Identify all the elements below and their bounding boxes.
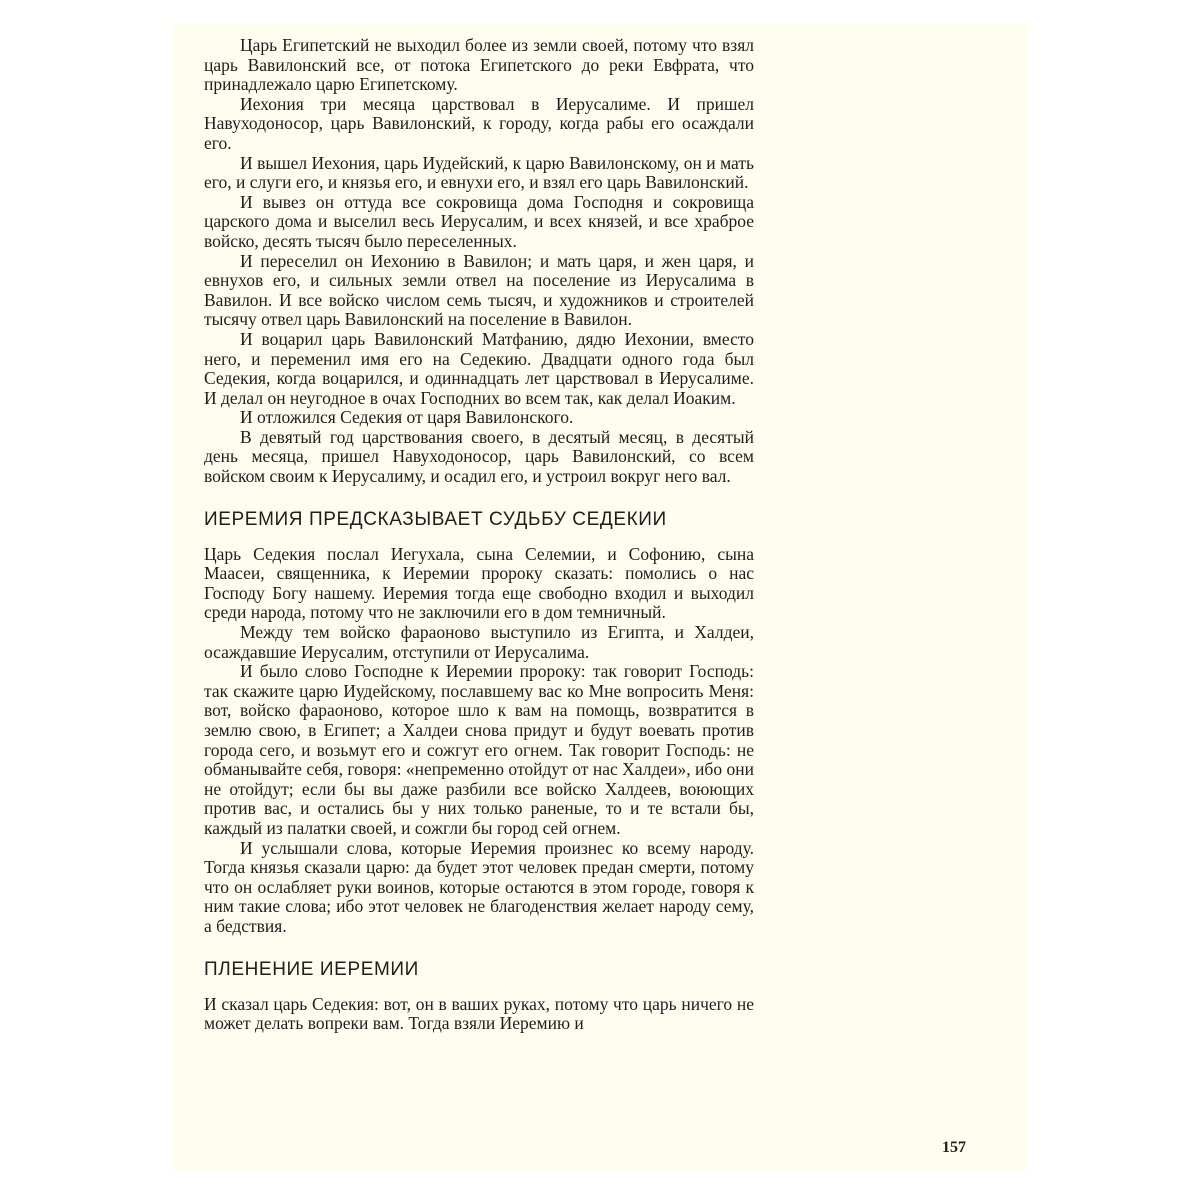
paragraph: В девятый год царствования своего, в десятый месяц, в десятый день месяца, пришел Навуходоносор, царь Вавилонский, со всем войском своим к Иерусалиму, и осадил его, и устроил вокруг него вал. (204, 426, 754, 487)
paragraph: И было слово Господне к Иеремии пророку: так говорит Господь: так скажите царю Иудейскому, пославшему вас ко Мне вопросить Меня: вот, войско фараоново, которое шло к вам на помощь, возвратится в землю свою, в Египет; а Халдеи снова придут и будут воевать против города сего, и возьмут его и сожгут его огнем. Так говорит Господь: не обманывайте себя, говоря: «непременно отойдут от нас Халдеи», ибо они не отойдут; если бы вы даже разбили все войско Халдеев, воюющих против вас, и остались бы у них только раненые, то и те встали бы, каждый из палатки своей, и сожгли бы город сей огнем. (204, 661, 754, 838)
paragraph: Царь Египетский не выходил более из земли своей, потому что взял царь Вавилонский все, от потока Египетского до реки Евфрата, что принадлежало царю Египетскому. (204, 35, 754, 95)
paragraph: Иехония три месяца царствовал в Иерусалиме. И пришел Навуходоносор, царь Вавилонский, к городу, когда рабы его осаждали его. (204, 93, 754, 153)
paragraph: И вышел Иехония, царь Иудейский, к царю Вавилонскому, он и мать его, и слуги его, и князья его, и евнухи его, и взял его царь Вавилонский. (204, 152, 754, 193)
section-heading: ИЕРЕМИЯ ПРЕДСКАЗЫВАЕТ СУДЬБУ СЕДЕКИИ (204, 508, 667, 530)
paragraph: И вывез он оттуда все сокровища дома Господня и сокровища царского дома и выселил весь Иерусалим, и всех князей, и все храброе войско, десять тысяч было переселенных. (204, 191, 754, 251)
paragraph: Между тем войско фараоново выступило из Египта, и Халдеи, осаждавшие Иерусалим, отступили от Иерусалима. (204, 622, 754, 662)
paragraph: И переселил он Иехонию в Вавилон; и мать царя, и жен царя, и евнухов его, и сильных земли отвел на поселение из Иерусалима в Вавилон. И все войско числом семь тысяч, и художников и строителей тысячу отвел царь Вавилонский на поселение в Вавилон. (204, 250, 754, 330)
paragraph: И услышали слова, которые Иеремия произнес ко всему народу. Тогда князья сказали царю: да будет этот человек предан смерти, потому что он ослабляет руки воинов, которые остаются в этом городе, говоря к ним такие слова; ибо этот человек не благоденствия желает народу сему, а бедствия. (204, 837, 754, 936)
page-number: 157 (942, 1139, 966, 1156)
paragraph: И отложился Седекия от царя Вавилонского. (240, 407, 574, 428)
book-page (172, 24, 1028, 1170)
section-heading: ПЛЕНЕНИЕ ИЕРЕМИИ (204, 958, 419, 980)
paragraph: И сказал царь Седекия: вот, он в ваших руках, потому что царь ничего не может делать вопреки вам. Тогда взяли Иеремию и (204, 993, 754, 1034)
paragraph: И воцарил царь Вавилонский Матфанию, дядю Иехонии, вместо него, и переменил имя его на Седекию. Двадцати одного года был Седекия, когда воцарился, и одиннадцать лет царствовал в Иерусалиме. И делал он неугодное в очах Господних во всем так, как делал Иоаким. (204, 328, 754, 408)
text-column (204, 36, 754, 1034)
paragraph: Царь Седекия послал Иегухала, сына Селемии, и Софонию, сына Маасеи, священника, к Иеремии пророку сказать: помолись о нас Господу Богу нашему. Иеремия тогда еще свободно входил и выходил среди народа, потому что не заключили его в дом темничный. (204, 543, 754, 623)
